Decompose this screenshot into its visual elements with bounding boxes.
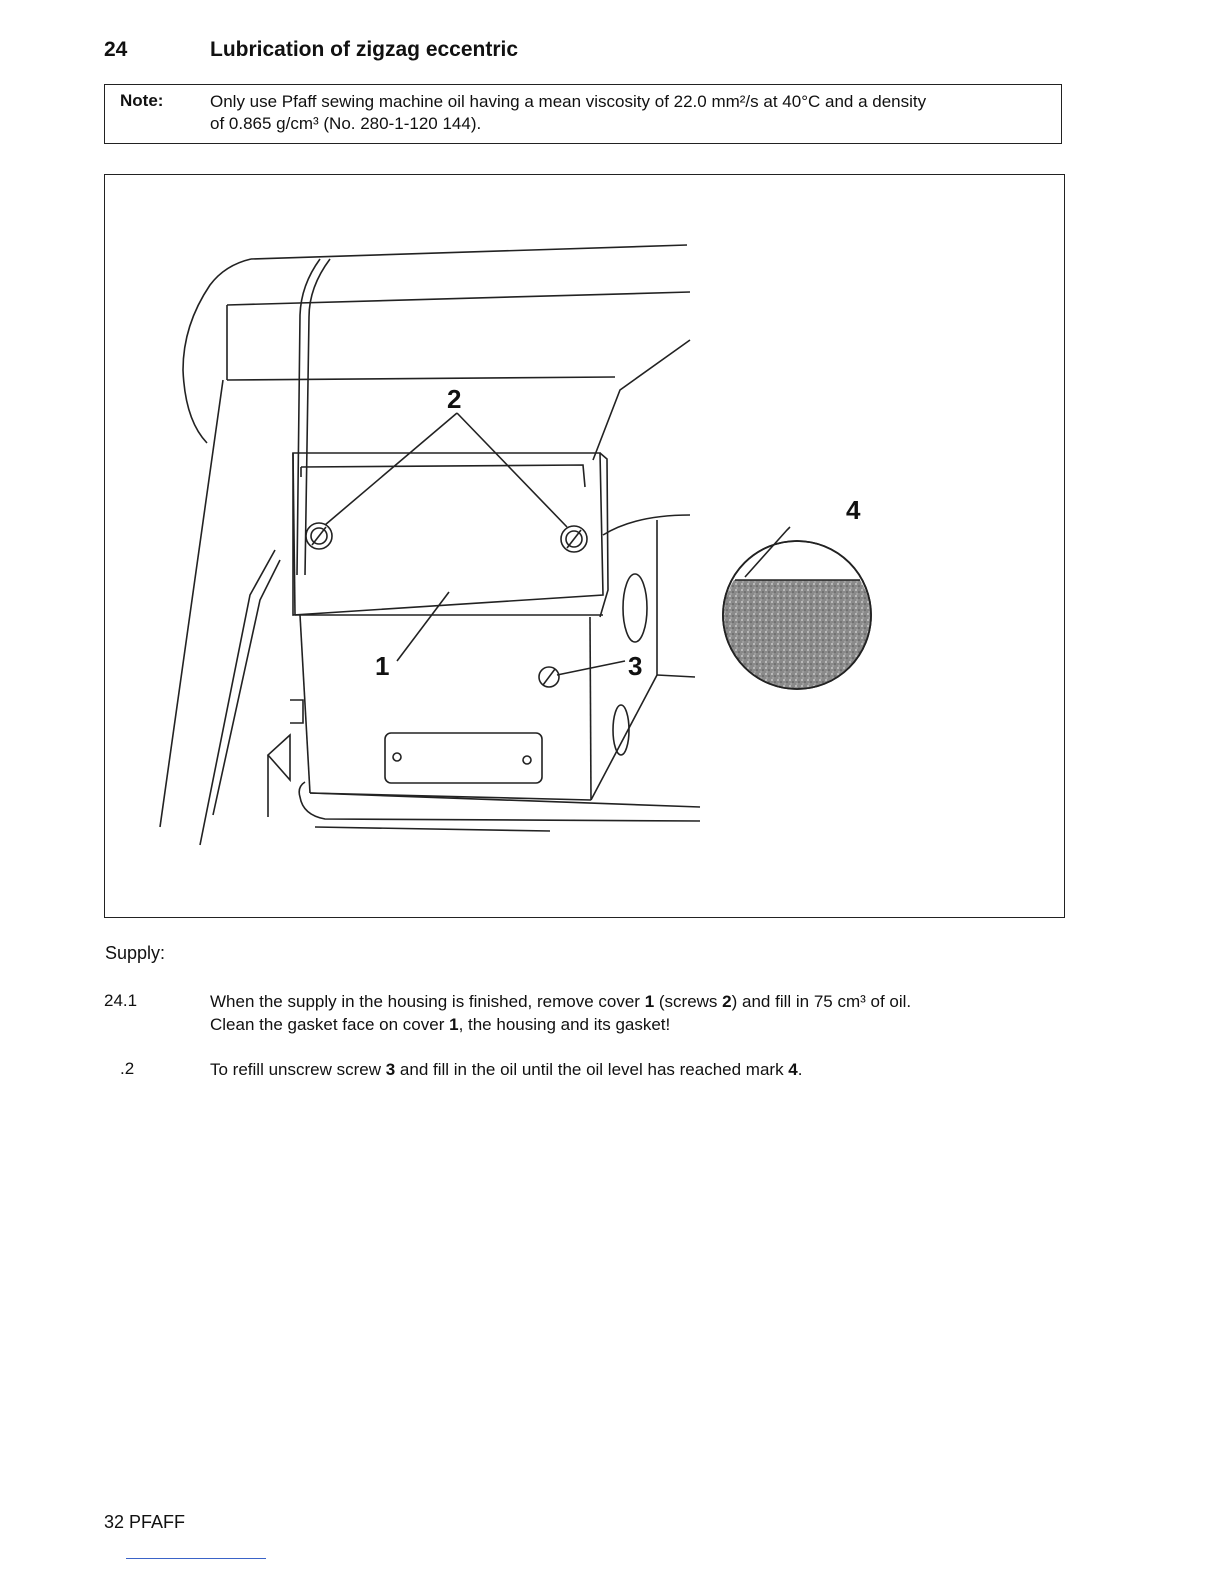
step-text-24-1 (210, 990, 1060, 1036)
machine-drawing (105, 175, 1066, 919)
callout-1: 1 (375, 651, 390, 681)
supply-heading: Supply: (105, 943, 166, 963)
section-title: Lubrication of zigzag eccentric (210, 38, 519, 61)
note-label: Note: (120, 91, 164, 110)
callout-4: 4 (846, 495, 861, 525)
note-text (210, 91, 1055, 135)
brand-name: PFAFF (129, 1512, 186, 1532)
step-text-2 (210, 1058, 1060, 1081)
step-2-line-1: To refill unscrew screw 3 and fill in the oil until the oil level has reached mark 4. (210, 1060, 803, 1079)
note-line-2: of 0.865 g/cm³ (No. 280-1-120 144). (210, 114, 482, 133)
technical-illustration (104, 174, 1065, 918)
step-number-24-1: 24.1 (104, 991, 138, 1010)
callout-3: 3 (628, 651, 643, 681)
step-number-2: .2 (120, 1059, 135, 1078)
callout-2: 2 (447, 384, 462, 414)
page-footer (104, 1512, 185, 1533)
step-24-1-line-1: When the supply in the housing is finished, remove cover 1 (screws 2) and fill in 75 cm³ of oil. (210, 992, 912, 1011)
oil-level-gauge (723, 541, 871, 689)
note-line-1: Only use Pfaff sewing machine oil having a mean viscosity of 22.0 mm²/s at 40°C and a density (210, 92, 927, 111)
section-number: 24 (104, 38, 128, 61)
footer-rule (126, 1558, 266, 1559)
step-24-1-line-2: Clean the gasket face on cover 1, the housing and its gasket! (210, 1015, 671, 1034)
page-number: 32 (104, 1512, 125, 1532)
